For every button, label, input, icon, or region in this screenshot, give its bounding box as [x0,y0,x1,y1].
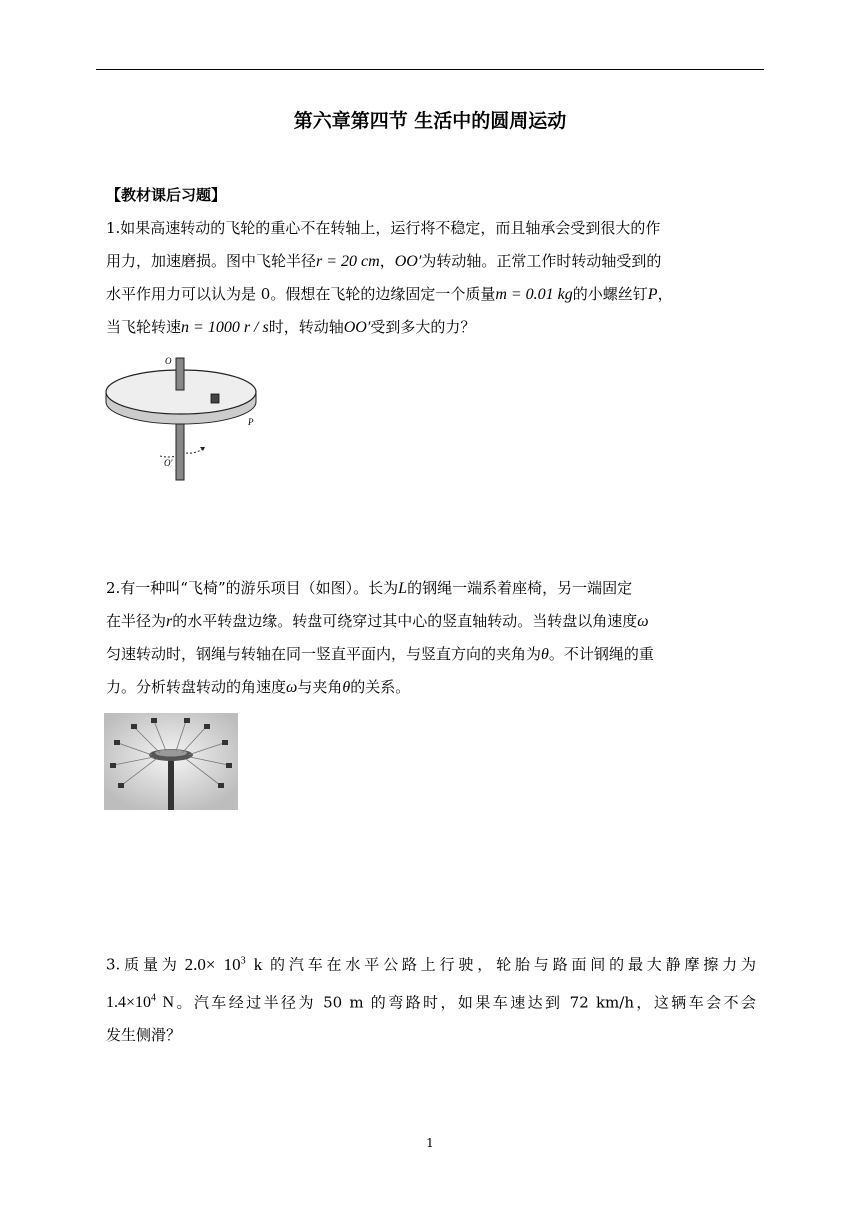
label-p: P [248,417,254,427]
label-o-top: O [165,356,172,366]
q3-line-1: 3.质量为 $2.0\times 10^3$ k 的汽车在水平公路上行驶，轮胎与路面间的最大静摩擦力为 [106,954,757,974]
q1-line-2: 用力，加速磨损。图中飞轮半径r = 20 cm，OO′为转动轴。正常工作时转动轴受到的 [106,252,662,270]
header-rule [96,69,764,70]
q1-line-1: 1.如果高速转动的飞轮的重心不在转轴上，运行将不稳定，而且轴承会受到很大的作 [106,219,661,237]
q3-line-3: 发生侧滑？ [106,1025,182,1044]
section-heading: 【教材课后习题】 [106,186,227,204]
q1-line-3: 水平作用力可以认为是 0。假想在飞轮的边缘固定一个质量m = 0.01 kg的小螺丝钉P， [106,285,673,303]
page-number: 1 [426,1136,434,1150]
flying-chairs-photo [104,713,238,810]
q2-line-1: 2.有一种叫“飞椅”的游乐项目（如图）。长为L的钢绳一端系着座椅，另一端固定 [106,579,633,597]
q2-line-3: 匀速转动时，钢绳与转轴在同一竖直平面内，与竖直方向的夹角为θ。不计钢绳的重 [106,645,654,663]
question-1 [106,212,756,344]
page-title: 第六章第四节 生活中的圆周运动 [293,110,567,132]
question-2 [106,572,756,704]
q1-line-4: 当飞轮转速n = 1000 r / s时，转动轴OO′受到多大的力？ [106,318,476,336]
question-3 [106,944,756,1052]
flywheel-figure [100,350,265,485]
q3-line-2: $1.4\times 10^4$ N。汽车经过半径为 50 m 的弯路时，如果车速达到 72 km/h，这辆车会不会 [106,992,756,1011]
q2-line-2: 在半径为r的水平转盘边缘。转盘可绕穿过其中心的竖直轴转动。当转盘以角速度ω [106,612,649,630]
label-o-bottom: O′ [164,458,173,468]
q2-line-4: 力。分析转盘转动的角速度ω与夹角θ的关系。 [106,678,411,696]
